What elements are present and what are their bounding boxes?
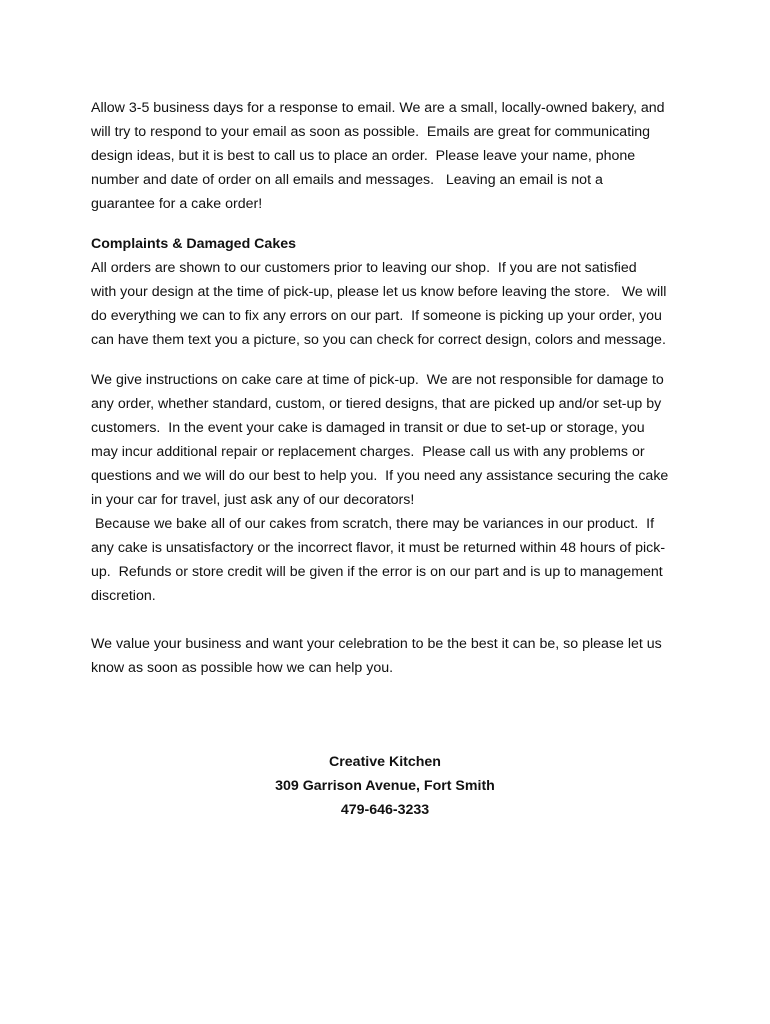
business-address: 309 Garrison Avenue, Fort Smith — [275, 778, 495, 794]
text-line: questions and we will do our best to help you. If you need any assistance securing the cake — [91, 468, 669, 484]
text-line: We give instructions on cake care at time of pick-up. We are not responsible for damage to — [91, 372, 664, 388]
text-line: in your car for travel, just ask any of our decorators! — [91, 492, 415, 508]
business-phone: 479-646-3233 — [340, 802, 430, 818]
document-body — [91, 96, 683, 680]
section-heading: Complaints & Damaged Cakes — [91, 236, 296, 252]
blank-line — [91, 608, 683, 632]
text-line: know as soon as possible how we can help you. — [91, 660, 394, 676]
care-paragraph — [91, 368, 683, 608]
text-line: Because we bake all of our cakes from scratch, there may be variances in our product. If — [91, 516, 655, 532]
text-line: can have them text you a picture, so you can check for correct design, colors and message. — [91, 332, 666, 348]
text-line: We value your business and want your celebration to be the best it can be, so please let us — [91, 636, 662, 652]
text-line: customers. In the event your cake is damaged in transit or due to set-up or storage, you — [91, 420, 645, 436]
paragraph-spacer — [91, 216, 683, 232]
text-line: All orders are shown to our customers prior to leaving our shop. If you are not satisfied — [91, 260, 637, 276]
text-line: Allow 3-5 business days for a response to email. We are a small, locally-owned bakery, and — [91, 100, 665, 116]
text-line: up. Refunds or store credit will be given if the error is on our part and is up to management — [91, 564, 663, 580]
business-name: Creative Kitchen — [329, 754, 441, 770]
intro-paragraph — [91, 96, 683, 216]
text-line: any cake is unsatisfactory or the incorrect flavor, it must be returned within 48 hours of pick- — [91, 540, 666, 556]
text-line: will try to respond to your email as soon as possible. Emails are great for communicating — [91, 124, 651, 140]
text-line: design ideas, but it is best to call us to place an order. Please leave your name, phone — [91, 148, 636, 164]
text-line: may incur additional repair or replacement charges. Please call us with any problems or — [91, 444, 645, 460]
closing-paragraph — [91, 632, 683, 680]
complaints-section — [91, 232, 683, 352]
business-signature — [0, 750, 770, 822]
text-line: with your design at the time of pick-up, please let us know before leaving the store. We will — [91, 284, 667, 300]
text-line: discretion. — [91, 588, 156, 604]
text-line: any order, whether standard, custom, or tiered designs, that are picked up and/or set-up by — [91, 396, 662, 412]
text-line: guarantee for a cake order! — [91, 196, 263, 212]
paragraph-spacer — [91, 352, 683, 368]
text-line: do everything we can to fix any errors on our part. If someone is picking up your order, you — [91, 308, 662, 324]
text-line: number and date of order on all emails and messages. Leaving an email is not a — [91, 172, 603, 188]
